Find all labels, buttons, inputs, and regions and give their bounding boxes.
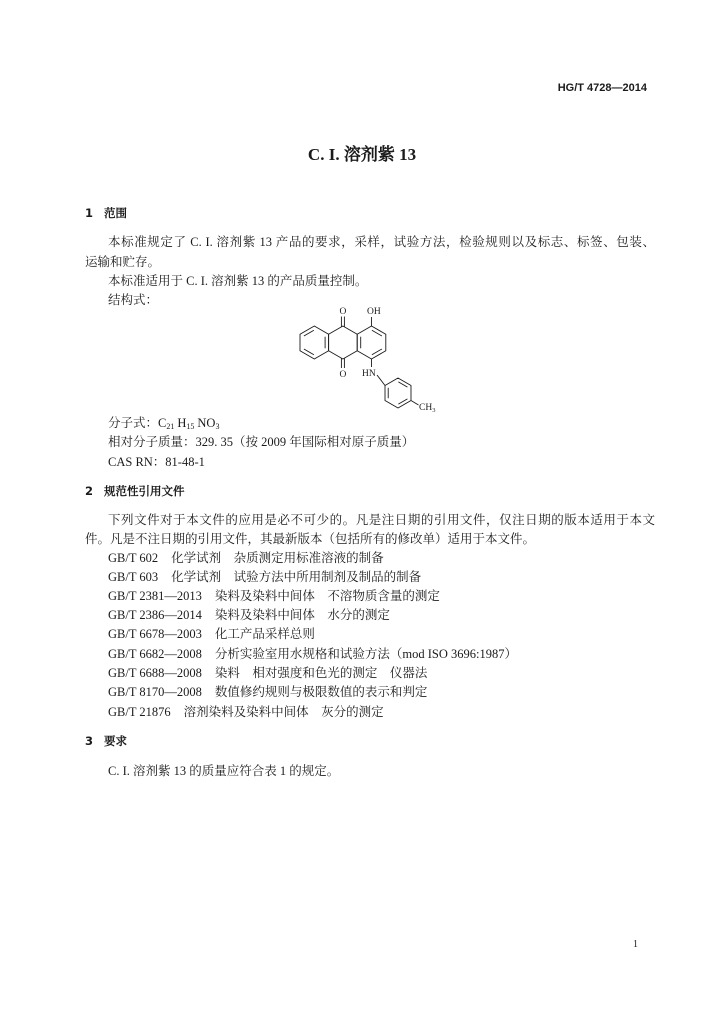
reference-code: GB/T 2381—2013 [108,589,202,603]
scope-paragraph-line: 运输和贮存。 [85,255,161,269]
reference-item [108,665,427,681]
reference-code: GB/T 602 [108,551,159,565]
section-title: 规范性引用文件 [104,484,185,498]
reference-title: 化学试剂 试验方法中所用制剂及制品的制备 [171,570,422,584]
reference-code: GB/T 6682—2008 [108,647,202,661]
reference-item [108,684,427,700]
tolyl-ring [385,378,411,408]
standard-code: HG/T 4728—2014 [557,82,647,94]
molecular-formula [108,415,222,431]
reference-code: GB/T 6688—2008 [108,666,202,680]
requirements-paragraph: C. I. 溶剂紫 13 的质量应符合表 1 的规定。 [108,764,340,778]
scope-paragraph: 本标准适用于 C. I. 溶剂紫 13 的产品质量控制。 [108,274,368,288]
element-count: 15 [186,422,195,431]
formula-element [197,416,219,430]
reference-item [108,569,421,585]
structural-formula [290,300,450,415]
reference-code: GB/T 6678—2003 [108,627,202,641]
reference-item [108,626,315,642]
section-number: 2 [85,484,94,498]
section-heading-requirements [85,733,127,749]
reference-title: 溶剂染料及染料中间体 灰分的测定 [183,705,384,719]
reference-title: 数值修约规则与极限数值的表示和判定 [214,685,428,699]
reference-item [108,646,517,662]
reference-title: 染料及染料中间体 水分的测定 [214,608,390,622]
element-symbol: NO [197,416,216,430]
molecular-mass: 相对分子质量：329. 35（按 2009 年国际相对原子质量） [108,435,415,449]
reference-title: 化工产品采样总则 [214,627,315,641]
section-number: 3 [85,734,94,748]
reference-item [108,607,390,623]
reference-item [108,704,384,720]
section-heading-normative-references [85,483,185,499]
reference-item [108,550,384,566]
structure-label: 结构式： [108,293,159,307]
section-title: 范围 [104,206,128,220]
formula-element [177,416,194,430]
document-title: C. I. 溶剂紫 13 [307,145,417,164]
atom-label: OH [367,307,381,317]
scope-paragraph-line: 本标准规定了 C. I. 溶剂紫 13 产品的要求，采样，试验方法，检验规则以及标志、标签、包装、 [108,235,655,249]
cas-number: CAS RN：81-48-1 [108,455,205,469]
normative-intro-line: 下列文件对于本文件的应用是必不可少的。凡是注日期的引用文件，仅注日期的版本适用于本文 [108,513,655,527]
element-symbol: H [177,416,187,430]
section-title: 要求 [104,734,128,748]
benzo-ring [300,326,329,359]
substituted-ring [357,326,386,359]
page-number: 1 [633,939,638,950]
formula-label: 分子式： [108,416,159,430]
methyl-subscript: 3 [432,407,436,414]
reference-code: GB/T 21876 [108,705,171,719]
quinone-ring [329,326,358,359]
element-symbol: C [158,416,167,430]
reference-code: GB/T 2386—2014 [108,608,202,622]
section-number: 1 [85,206,94,220]
section-heading-scope [85,205,127,221]
atom-label: HN [362,369,376,379]
reference-code: GB/T 8170—2008 [108,685,202,699]
amine-aryl-bond [377,375,385,386]
reference-code: GB/T 603 [108,570,159,584]
normative-intro-line: 件。凡是不注日期的引用文件，其最新版本（包括所有的修改单）适用于本文件。 [85,532,536,546]
atom-label [419,403,435,414]
reference-title: 染料及染料中间体 不溶物质含量的测定 [214,589,440,603]
atom-label: O [339,307,347,317]
methyl-label: CH [419,403,433,413]
element-count: 3 [215,422,220,431]
reference-title: 染料 相对强度和色光的测定 仪器法 [214,666,428,680]
formula-element [158,416,174,430]
reference-title: 化学试剂 杂质测定用标准溶液的制备 [171,551,384,565]
reference-title: 分析实验室用水规格和试验方法（mod ISO 3696:1987） [214,647,517,661]
reference-item [108,588,440,604]
element-count: 21 [166,422,175,431]
methyl-bond [411,401,419,406]
atom-label: O [339,370,347,380]
